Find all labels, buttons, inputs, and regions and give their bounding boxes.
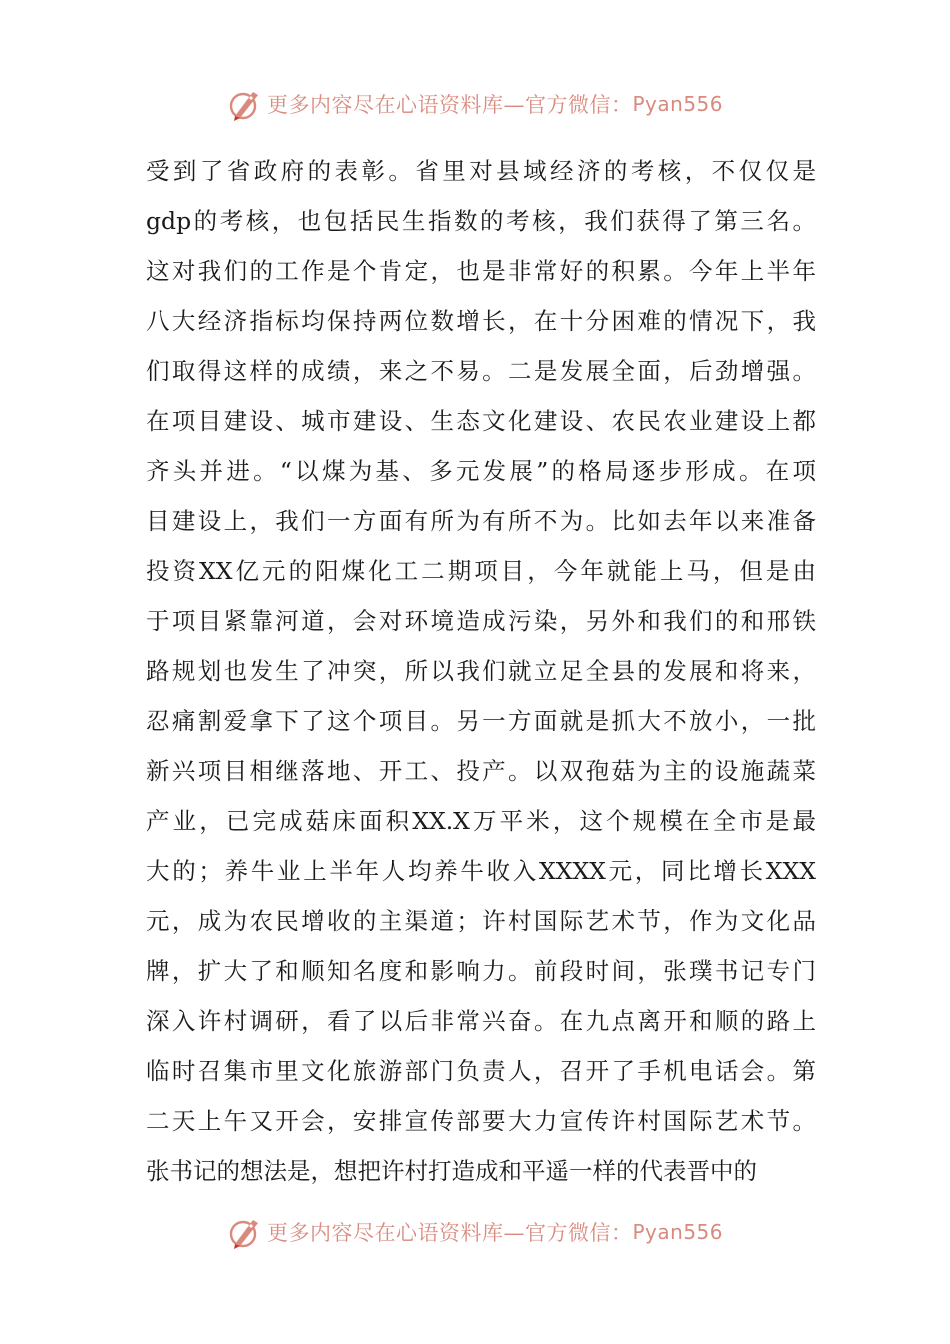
wechat-id: Pyan556 [632, 1220, 723, 1244]
body-line: 大的；养牛业上半年人均养牛收入XXXX元，同比增长XXX [146, 857, 816, 885]
body-line: 受到了省政府的表彰。省里对县域经济的考核，不仅仅是 [146, 157, 816, 185]
body-line: 八大经济指标均保持两位数增长，在十分困难的情况下，我 [146, 307, 816, 335]
body-line: 牌，扩大了和顺知名度和影响力。前段时间，张璞书记专门 [146, 957, 816, 985]
body-line: 们取得这样的成绩，来之不易。二是发展全面，后劲增强。 [146, 357, 816, 385]
body-line: 这对我们的工作是个肯定，也是非常好的积累。今年上半年 [146, 257, 816, 285]
watermark-text: 更多内容尽在心语资料库—官方微信： [266, 1221, 633, 1245]
document-body [146, 146, 816, 1196]
pen-nib-circle-icon [227, 86, 263, 122]
body-line: 深入许村调研，看了以后非常兴奋。在九点离开和顺的路上 [146, 1007, 816, 1035]
body-line: 临时召集市里文化旅游部门负责人，召开了手机电话会。第 [146, 1057, 816, 1085]
pen-nib-circle-icon [227, 1214, 263, 1250]
body-line: 元，成为农民增收的主渠道；许村国际艺术节，作为文化品 [146, 907, 816, 935]
body-line: 路规划也发生了冲突，所以我们就立足全县的发展和将来， [146, 657, 816, 685]
body-line: 新兴项目相继落地、开工、投产。以双孢菇为主的设施蔬菜 [146, 757, 816, 785]
body-line: 在项目建设、城市建设、生态文化建设、农民农业建设上都 [146, 407, 816, 435]
body-line: 张书记的想法是，想把许村打造成和平遥一样的代表晋中的 [146, 1157, 757, 1185]
wechat-id: Pyan556 [632, 92, 723, 116]
body-line: 二天上午又开会，安排宣传部要大力宣传许村国际艺术节。 [146, 1107, 816, 1135]
body-line: 投资XX亿元的阳煤化工二期项目，今年就能上马，但是由 [146, 557, 816, 585]
body-line: 忍痛割爱拿下了这个项目。另一方面就是抓大不放小，一批 [146, 707, 816, 735]
body-line: gdp的考核，也包括民生指数的考核，我们获得了第三名。 [146, 207, 816, 235]
watermark-text: 更多内容尽在心语资料库—官方微信： [266, 93, 633, 117]
body-line: 齐头并进。“以煤为基、多元发展”的格局逐步形成。在项 [146, 457, 816, 485]
body-line: 于项目紧靠河道，会对环境造成污染，另外和我们的和邢铁 [146, 607, 816, 635]
footer-watermark [0, 1212, 950, 1252]
body-line: 目建设上，我们一方面有所为有所不为。比如去年以来准备 [146, 507, 816, 535]
header-watermark [0, 84, 950, 124]
body-line: 产业，已完成菇床面积XX.X万平米，这个规模在全市是最 [146, 807, 816, 835]
